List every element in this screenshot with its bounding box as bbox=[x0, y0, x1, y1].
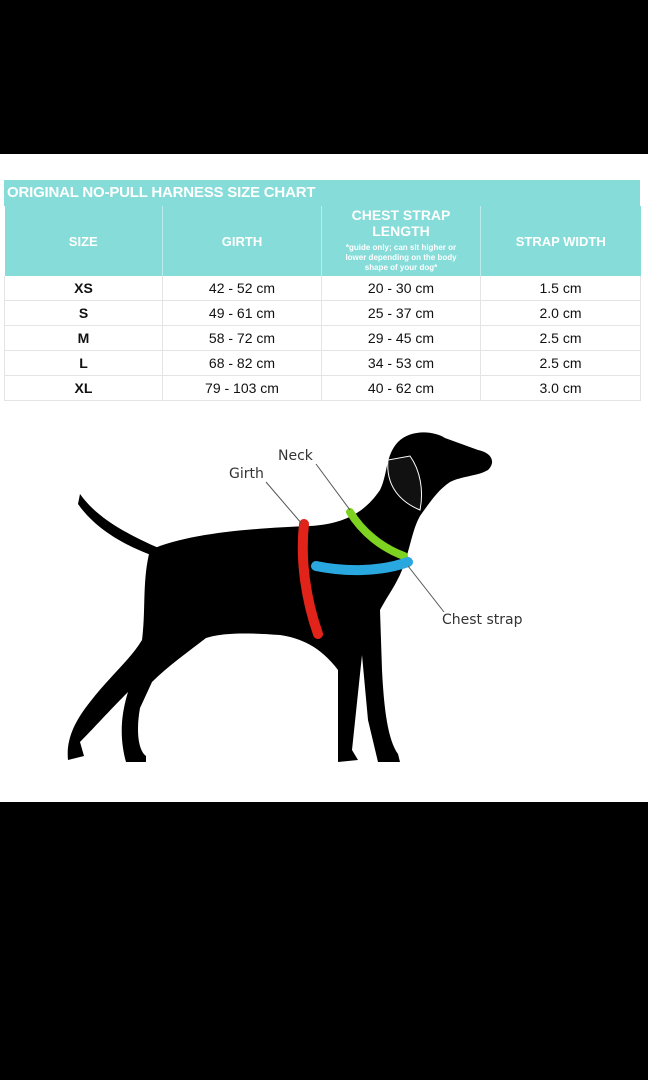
cell-size: XL bbox=[5, 376, 163, 401]
table-row bbox=[5, 276, 641, 301]
girth-leader-line bbox=[266, 482, 302, 524]
cell-size: M bbox=[5, 326, 163, 351]
girth-label: Girth bbox=[229, 466, 264, 482]
cell-width: 3.0 cm bbox=[481, 376, 641, 401]
chest-leader-line bbox=[408, 566, 444, 612]
header-girth: GIRTH bbox=[163, 206, 322, 276]
cell-size: XS bbox=[5, 276, 163, 301]
dog-harness-diagram bbox=[0, 420, 648, 790]
header-strap-width: STRAP WIDTH bbox=[481, 206, 641, 276]
cell-girth: 68 - 82 cm bbox=[163, 351, 322, 376]
cell-size: S bbox=[5, 301, 163, 326]
cell-girth: 79 - 103 cm bbox=[163, 376, 322, 401]
neck-label: Neck bbox=[278, 448, 313, 464]
chest-strap-label: Chest strap bbox=[442, 612, 523, 628]
header-chest-strap bbox=[322, 206, 481, 276]
header-chest-label: CHEST STRAP LENGTH bbox=[351, 207, 451, 239]
cell-chest: 40 - 62 cm bbox=[322, 376, 481, 401]
chart-title: ORIGINAL NO-PULL HARNESS SIZE CHART bbox=[4, 180, 640, 206]
neck-leader-line bbox=[316, 464, 350, 510]
cell-width: 2.5 cm bbox=[481, 326, 641, 351]
header-size: SIZE bbox=[5, 206, 163, 276]
cell-chest: 34 - 53 cm bbox=[322, 351, 481, 376]
cell-width: 1.5 cm bbox=[481, 276, 641, 301]
size-chart-table bbox=[4, 206, 641, 401]
dog-silhouette bbox=[68, 432, 492, 762]
cell-chest: 29 - 45 cm bbox=[322, 326, 481, 351]
cell-chest: 20 - 30 cm bbox=[322, 276, 481, 301]
header-chest-note: *guide only; can sit higher or lower depending on the body shape of your dog* bbox=[345, 243, 457, 272]
cell-girth: 49 - 61 cm bbox=[163, 301, 322, 326]
table-header-row bbox=[5, 206, 641, 276]
cell-width: 2.0 cm bbox=[481, 301, 641, 326]
table-row bbox=[5, 351, 641, 376]
table-row bbox=[5, 326, 641, 351]
table-row bbox=[5, 376, 641, 401]
cell-girth: 58 - 72 cm bbox=[163, 326, 322, 351]
table-row bbox=[5, 301, 641, 326]
cell-size: L bbox=[5, 351, 163, 376]
cell-chest: 25 - 37 cm bbox=[322, 301, 481, 326]
cell-girth: 42 - 52 cm bbox=[163, 276, 322, 301]
cell-width: 2.5 cm bbox=[481, 351, 641, 376]
